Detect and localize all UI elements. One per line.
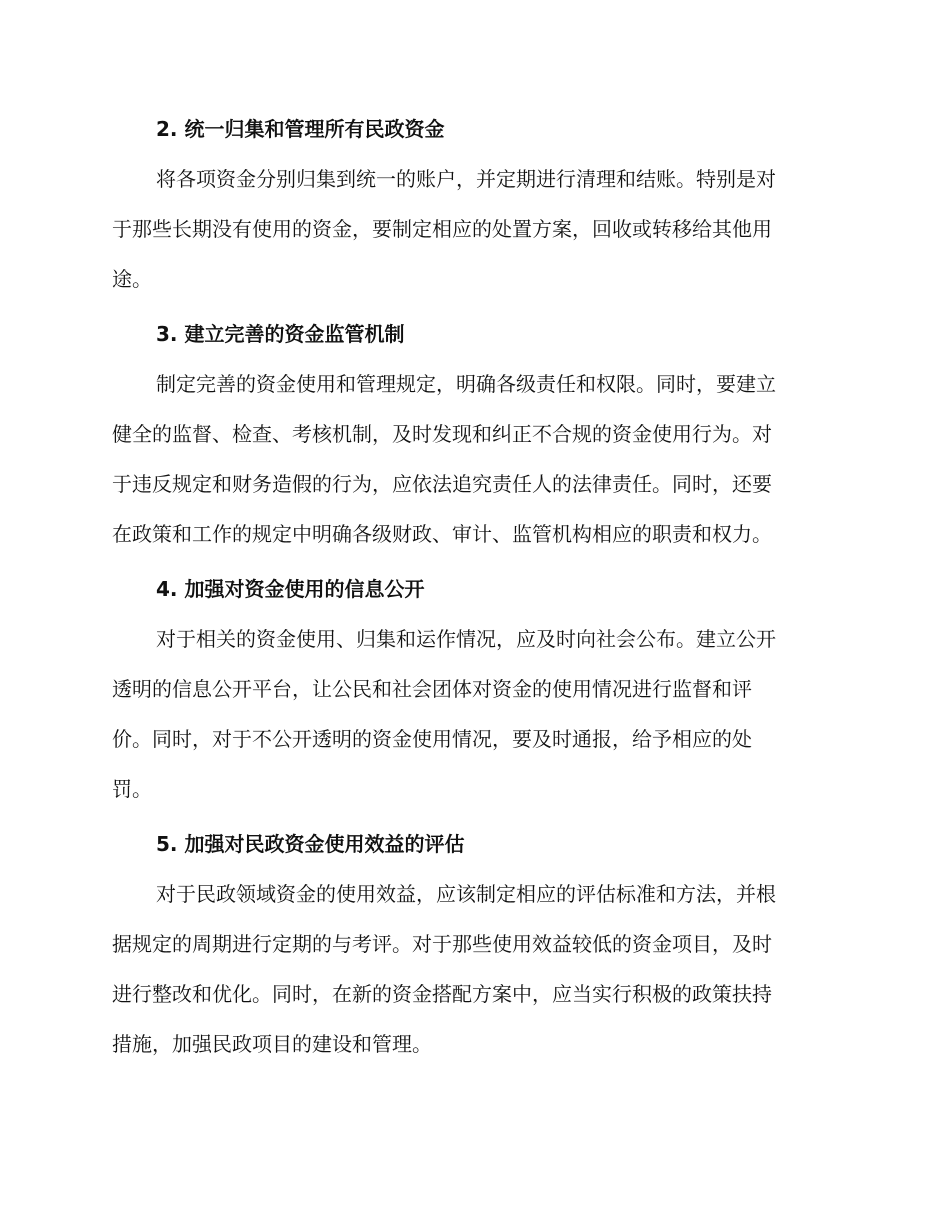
paragraph-line: 进行整改和优化。同时，在新的资金搭配方案中，应当实行积极的政策扶持 bbox=[112, 982, 772, 1006]
paragraph-line: 对于相关的资金使用、归集和运作情况，应及时向社会公布。建立公开 bbox=[156, 627, 776, 651]
section-paragraph bbox=[112, 154, 832, 304]
section-5 bbox=[112, 819, 832, 1069]
section-heading: 2. 统一归集和管理所有民政资金 bbox=[156, 117, 445, 141]
paragraph-line: 罚。 bbox=[112, 777, 152, 801]
paragraph-line: 透明的信息公开平台，让公民和社会团体对资金的使用情况进行监督和评 bbox=[112, 677, 752, 701]
paragraph-line: 制定完善的资金使用和管理规定，明确各级责任和权限。同时，要建立 bbox=[156, 372, 776, 396]
paragraph-line: 据规定的周期进行定期的与考评。对于那些使用效益较低的资金项目，及时 bbox=[112, 932, 772, 956]
document-body bbox=[112, 104, 832, 1069]
paragraph-line: 于那些长期没有使用的资金，要制定相应的处置方案，回收或转移给其他用 bbox=[112, 217, 772, 241]
section-2 bbox=[112, 104, 832, 304]
paragraph-line: 在政策和工作的规定中明确各级财政、审计、监管机构相应的职责和权力。 bbox=[112, 522, 772, 546]
section-4 bbox=[112, 564, 832, 814]
paragraph-line: 健全的监督、检查、考核机制，及时发现和纠正不合规的资金使用行为。对 bbox=[112, 422, 772, 446]
section-heading: 4. 加强对资金使用的信息公开 bbox=[156, 577, 425, 601]
section-heading: 3. 建立完善的资金监管机制 bbox=[156, 322, 405, 346]
paragraph-line: 于违反规定和财务造假的行为，应依法追究责任人的法律责任。同时，还要 bbox=[112, 472, 772, 496]
paragraph-line: 途。 bbox=[112, 267, 152, 291]
section-paragraph bbox=[112, 869, 832, 1069]
section-paragraph bbox=[112, 614, 832, 814]
paragraph-line: 措施，加强民政项目的建设和管理。 bbox=[112, 1032, 432, 1056]
paragraph-line: 将各项资金分别归集到统一的账户，并定期进行清理和结账。特别是对 bbox=[156, 167, 776, 191]
section-paragraph bbox=[112, 359, 832, 559]
section-heading: 5. 加强对民政资金使用效益的评估 bbox=[156, 832, 465, 856]
paragraph-line: 价。同时，对于不公开透明的资金使用情况，要及时通报，给予相应的处 bbox=[112, 727, 752, 751]
section-3 bbox=[112, 309, 832, 559]
paragraph-line: 对于民政领域资金的使用效益，应该制定相应的评估标准和方法，并根 bbox=[156, 882, 776, 906]
